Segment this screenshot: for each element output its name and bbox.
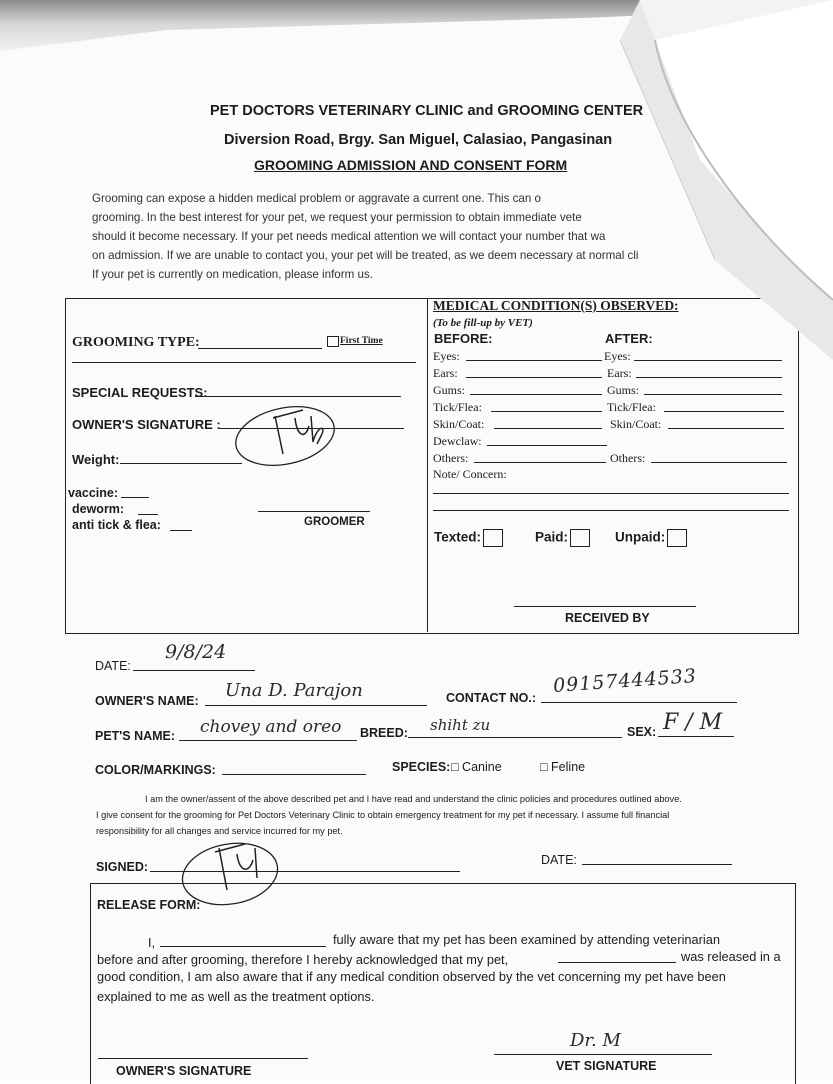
- after-skincoat-field[interactable]: [668, 428, 784, 429]
- texted-label: Texted:: [434, 529, 482, 545]
- pet-name-field[interactable]: [179, 740, 357, 741]
- grooming-type-field[interactable]: [198, 348, 322, 349]
- release-owner-field[interactable]: [160, 946, 326, 947]
- owner-name-value: Una D. Parajon: [225, 680, 363, 701]
- before-others-field[interactable]: [474, 462, 606, 463]
- paid-label: Paid:: [535, 529, 569, 545]
- release-line-2b: was released in a: [681, 949, 781, 964]
- after-tickflea-label: Tick/Flea:: [607, 400, 656, 414]
- anti-tick-field[interactable]: [170, 530, 192, 531]
- release-line-2a: before and after grooming, therefore I hereby acknowledged that my pet,: [97, 952, 509, 967]
- clinic-name: PET DOCTORS VETERINARY CLINIC and GROOMING CENTER: [210, 103, 644, 119]
- before-label: BEFORE:: [434, 331, 493, 346]
- clinic-address: Diversion Road, Brgy. San Miguel, Calasiao, Pangasinan: [224, 132, 613, 148]
- after-others-field[interactable]: [651, 462, 787, 463]
- vaccine-label: vaccine:: [68, 486, 119, 500]
- release-line-1: fully aware that my pet has been examined by attending veterinarian: [333, 932, 720, 947]
- release-heading: RELEASE FORM:: [97, 898, 201, 912]
- pet-name-value: chovey and oreo: [200, 717, 342, 737]
- species-label: SPECIES:: [392, 760, 451, 774]
- intro-line: grooming. In the best interest for your pet, we request your permission to obtain immediate vete: [92, 211, 582, 224]
- first-time-checkbox[interactable]: [327, 336, 339, 347]
- before-dewclaw-label: Dewclaw:: [433, 434, 482, 448]
- vaccine-field[interactable]: [121, 497, 149, 498]
- unpaid-label: Unpaid:: [615, 529, 666, 545]
- before-skincoat-field[interactable]: [494, 428, 602, 429]
- date-label: DATE:: [95, 659, 131, 673]
- release-i-label: I,: [148, 935, 156, 950]
- consent-line: I am the owner/assent of the above described pet and I have read and understand the clinic policies and procedures outlined above.: [145, 794, 682, 804]
- canine-option[interactable]: [451, 760, 502, 774]
- before-tickflea-label: Tick/Flea:: [433, 400, 482, 414]
- after-tickflea-field[interactable]: [664, 411, 784, 412]
- unpaid-checkbox[interactable]: [667, 529, 687, 547]
- after-gums-field[interactable]: [644, 394, 782, 395]
- special-requests-label: SPECIAL REQUESTS:: [72, 385, 208, 400]
- color-markings-label: COLOR/MARKINGS:: [95, 763, 216, 777]
- owner-signature-label: OWNER'S SIGNATURE :: [72, 417, 221, 432]
- after-ears-field[interactable]: [636, 377, 782, 378]
- contact-value: 09157444533: [552, 665, 698, 697]
- owner-name-label: OWNER'S NAME:: [95, 694, 199, 708]
- before-dewclaw-field[interactable]: [487, 445, 607, 446]
- release-line-3: good condition, I am also aware that if any medical condition observed by the vet concerning my pet have been: [97, 969, 726, 984]
- texted-option[interactable]: [434, 529, 503, 547]
- table-divider: [427, 298, 428, 632]
- sex-label: SEX:: [627, 725, 657, 739]
- folded-corner: [580, 0, 833, 360]
- sex-field[interactable]: [658, 736, 734, 737]
- after-gums-label: Gums:: [607, 383, 640, 397]
- consent-line: responsibility for all changes and service incurred for my pet.: [96, 826, 343, 836]
- texted-checkbox[interactable]: [483, 529, 503, 547]
- release-pet-field[interactable]: [558, 962, 676, 963]
- deworm-label: deworm:: [72, 502, 125, 516]
- before-others-label: Others:: [433, 451, 469, 465]
- received-by-line[interactable]: [514, 606, 696, 607]
- consent-line: I give consent for the grooming for Pet Doctors Veterinary Clinic to obtain emergency treatment for my pet if necessary. I assume full financial: [96, 810, 670, 820]
- intro-line: should it become necessary. If your pet needs medical attention we will contact your number that wa: [92, 230, 606, 243]
- first-time-label: First Time: [340, 336, 383, 346]
- grooming-type-label: GROOMING TYPE:: [72, 335, 200, 350]
- before-gums-field[interactable]: [470, 394, 602, 395]
- before-ears-label: Ears:: [433, 366, 458, 380]
- signed-label: SIGNED:: [96, 860, 149, 874]
- after-ears-label: Ears:: [607, 366, 632, 380]
- unpaid-option[interactable]: [615, 529, 687, 547]
- before-eyes-field[interactable]: [466, 360, 602, 361]
- canine-checkbox[interactable]: □: [451, 760, 459, 774]
- form-title: GROOMING ADMISSION AND CONSENT FORM: [254, 157, 568, 173]
- before-eyes-label: Eyes:: [433, 349, 460, 363]
- before-gums-label: Gums:: [433, 383, 466, 397]
- contact-field[interactable]: [541, 702, 737, 703]
- medical-heading: MEDICAL CONDITION(S) OBSERVED:: [433, 298, 679, 313]
- note-line-1[interactable]: [433, 493, 789, 494]
- before-tickflea-field[interactable]: [491, 411, 602, 412]
- vet-signature-value: Dr. M: [570, 1030, 621, 1051]
- received-by-label: RECEIVED BY: [565, 611, 650, 625]
- color-markings-field[interactable]: [222, 774, 366, 775]
- grooming-type-line-2[interactable]: [72, 362, 416, 363]
- release-owner-signature-label: OWNER'S SIGNATURE: [116, 1064, 252, 1078]
- feline-checkbox[interactable]: □: [540, 760, 548, 774]
- groomer-label: GROOMER: [304, 516, 365, 528]
- release-owner-signature-line[interactable]: [98, 1058, 308, 1059]
- note-label: Note/ Concern:: [433, 467, 507, 481]
- date-value: 9/8/24: [165, 641, 227, 663]
- release-line-4: explained to me as well as the treatment options.: [97, 989, 375, 1004]
- sex-value: F / M: [663, 710, 723, 735]
- after-skincoat-label: Skin/Coat:: [610, 417, 662, 431]
- contact-label: CONTACT NO.:: [446, 691, 537, 705]
- note-line-2[interactable]: [433, 510, 789, 511]
- before-ears-field[interactable]: [466, 377, 602, 378]
- breed-value: shiht zu: [430, 716, 491, 734]
- breed-field[interactable]: [408, 737, 622, 738]
- breed-label: BREED:: [360, 726, 408, 740]
- deworm-field[interactable]: [138, 514, 158, 515]
- after-eyes-label: Eyes:: [604, 349, 631, 363]
- anti-tick-label: anti tick & flea:: [72, 518, 161, 532]
- weight-field[interactable]: [120, 463, 242, 464]
- paid-checkbox[interactable]: [570, 529, 590, 547]
- consent-date-label: DATE:: [541, 853, 577, 867]
- paid-option[interactable]: [535, 529, 590, 547]
- medical-subheading: (To be fill-up by VET): [433, 317, 533, 329]
- before-skincoat-label: Skin/Coat:: [433, 417, 485, 431]
- vet-signature-line[interactable]: [494, 1054, 712, 1055]
- consent-date-field[interactable]: [582, 864, 732, 865]
- feline-option[interactable]: [540, 760, 585, 774]
- owner-signature-scribble: [225, 396, 355, 472]
- date-field[interactable]: [133, 670, 255, 671]
- vet-signature-label: VET SIGNATURE: [556, 1059, 657, 1073]
- groomer-signature-line[interactable]: [258, 511, 370, 512]
- after-others-label: Others:: [610, 451, 646, 465]
- owner-name-field[interactable]: [205, 705, 427, 706]
- canine-label: Canine: [462, 760, 502, 774]
- intro-line: on admission. If we are unable to contact you, your pet will be treated, as we deem necessary at normal cli: [92, 249, 639, 262]
- after-eyes-field[interactable]: [634, 360, 782, 361]
- after-label: AFTER:: [605, 331, 653, 346]
- intro-line: If your pet is currently on medication, please inform us.: [92, 268, 373, 281]
- feline-label: Feline: [551, 760, 586, 774]
- weight-label: Weight:: [72, 452, 120, 467]
- pet-name-label: PET'S NAME:: [95, 729, 176, 743]
- intro-line: Grooming can expose a hidden medical problem or aggravate a current one. This can o: [92, 192, 541, 205]
